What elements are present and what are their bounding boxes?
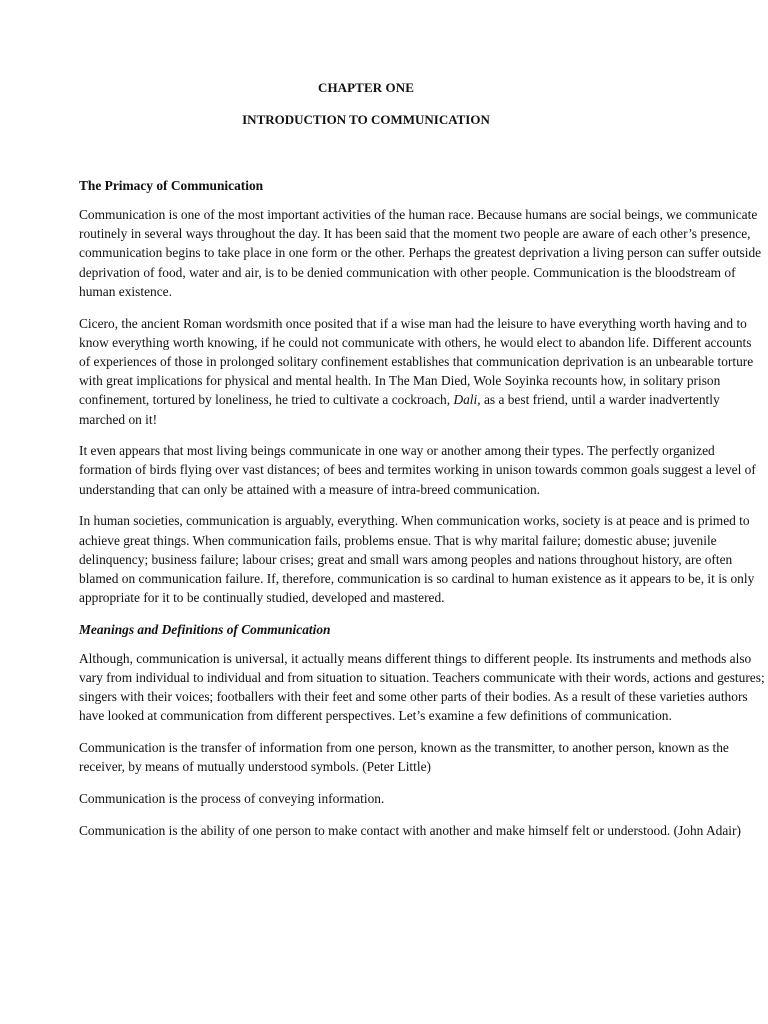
paragraph-cicero bbox=[79, 314, 765, 429]
paragraph: In human societies, communication is arguably, everything. When communication works, society is at peace and is primed to achieve great things. When communication fails, problems ensue. That is why marital failure; domestic abuse; juvenile delinquency; business failure; labour crises; great and small wars among peoples and nations throughout history, are often blamed on communication failure. If, therefore, communication is so cardinal to human existence as it appears to be, it is only appropriate for it to be continually studied, developed and mastered. bbox=[79, 513, 755, 606]
paragraph: It even appears that most living beings communicate in one way or another among their types. The perfectly organized formation of birds flying over vast distances; of bees and termites working in unison towards common goals suggest a level of understanding that can only be attained with a measure of intra-breed communication. bbox=[79, 443, 756, 497]
document-body bbox=[79, 176, 765, 852]
paragraph-text: as a best friend, until a warder inadvertently marched on it! bbox=[79, 392, 720, 427]
chapter-label: CHAPTER ONE bbox=[317, 80, 415, 95]
paragraph-text: Cicero, the ancient Roman wordsmith once posited that if a wise man had the leisure to have everything worth having and to know everything worth knowing, if he could not communicate with others, he would elect to abandon life. Different accounts of experiences of those in prolonged solitary confinement establishes that communication deprivation is an unbearable torture with great implications for physical and mental health. In The Man Died, Wole Soyinka recounts how, in solitary prison confinement, tortured by loneliness, he tried to cultivate a cockroach, bbox=[79, 315, 754, 408]
paragraph: Communication is one of the most important activities of the human race. Because humans are social beings, we communicate routinely in several ways throughout the day. It has been said that the moment two people are aware of each other’s presence, communication begins to take place in one form or the other. Perhaps the greatest deprivation a living person can suffer outside deprivation of food, water and air, is to be denied communication with other people. Communication is the bloodstream of human existence. bbox=[79, 207, 762, 299]
section-heading-definitions: Meanings and Definitions of Communication bbox=[79, 621, 331, 637]
italic-name-dali: Dali, bbox=[453, 392, 481, 408]
chapter-title: INTRODUCTION TO COMMUNICATION bbox=[242, 112, 490, 127]
definition-paragraph: Communication is the transfer of information from one person, known as the transmitter, to another person, known as the receiver, by means of mutually understood symbols. (Peter Little) bbox=[79, 740, 729, 775]
definition-paragraph: Communication is the ability of one person to make contact with another and make himself felt or understood. (John Adair) bbox=[79, 822, 741, 838]
definition-paragraph: Communication is the process of conveying information. bbox=[79, 791, 385, 807]
paragraph: Although, communication is universal, it actually means different things to different people. Its instruments and methods also vary from individual to individual and from situation to situation. Teachers communicate with their words, actions and gestures; singers with their voices; footballers with their feet and some other parts of their bodies. As a result of these varieties authors have looked at communication from different perspectives. Let’s examine a few definitions of communication. bbox=[79, 650, 765, 724]
section-heading-primacy: The Primacy of Communication bbox=[79, 178, 264, 193]
